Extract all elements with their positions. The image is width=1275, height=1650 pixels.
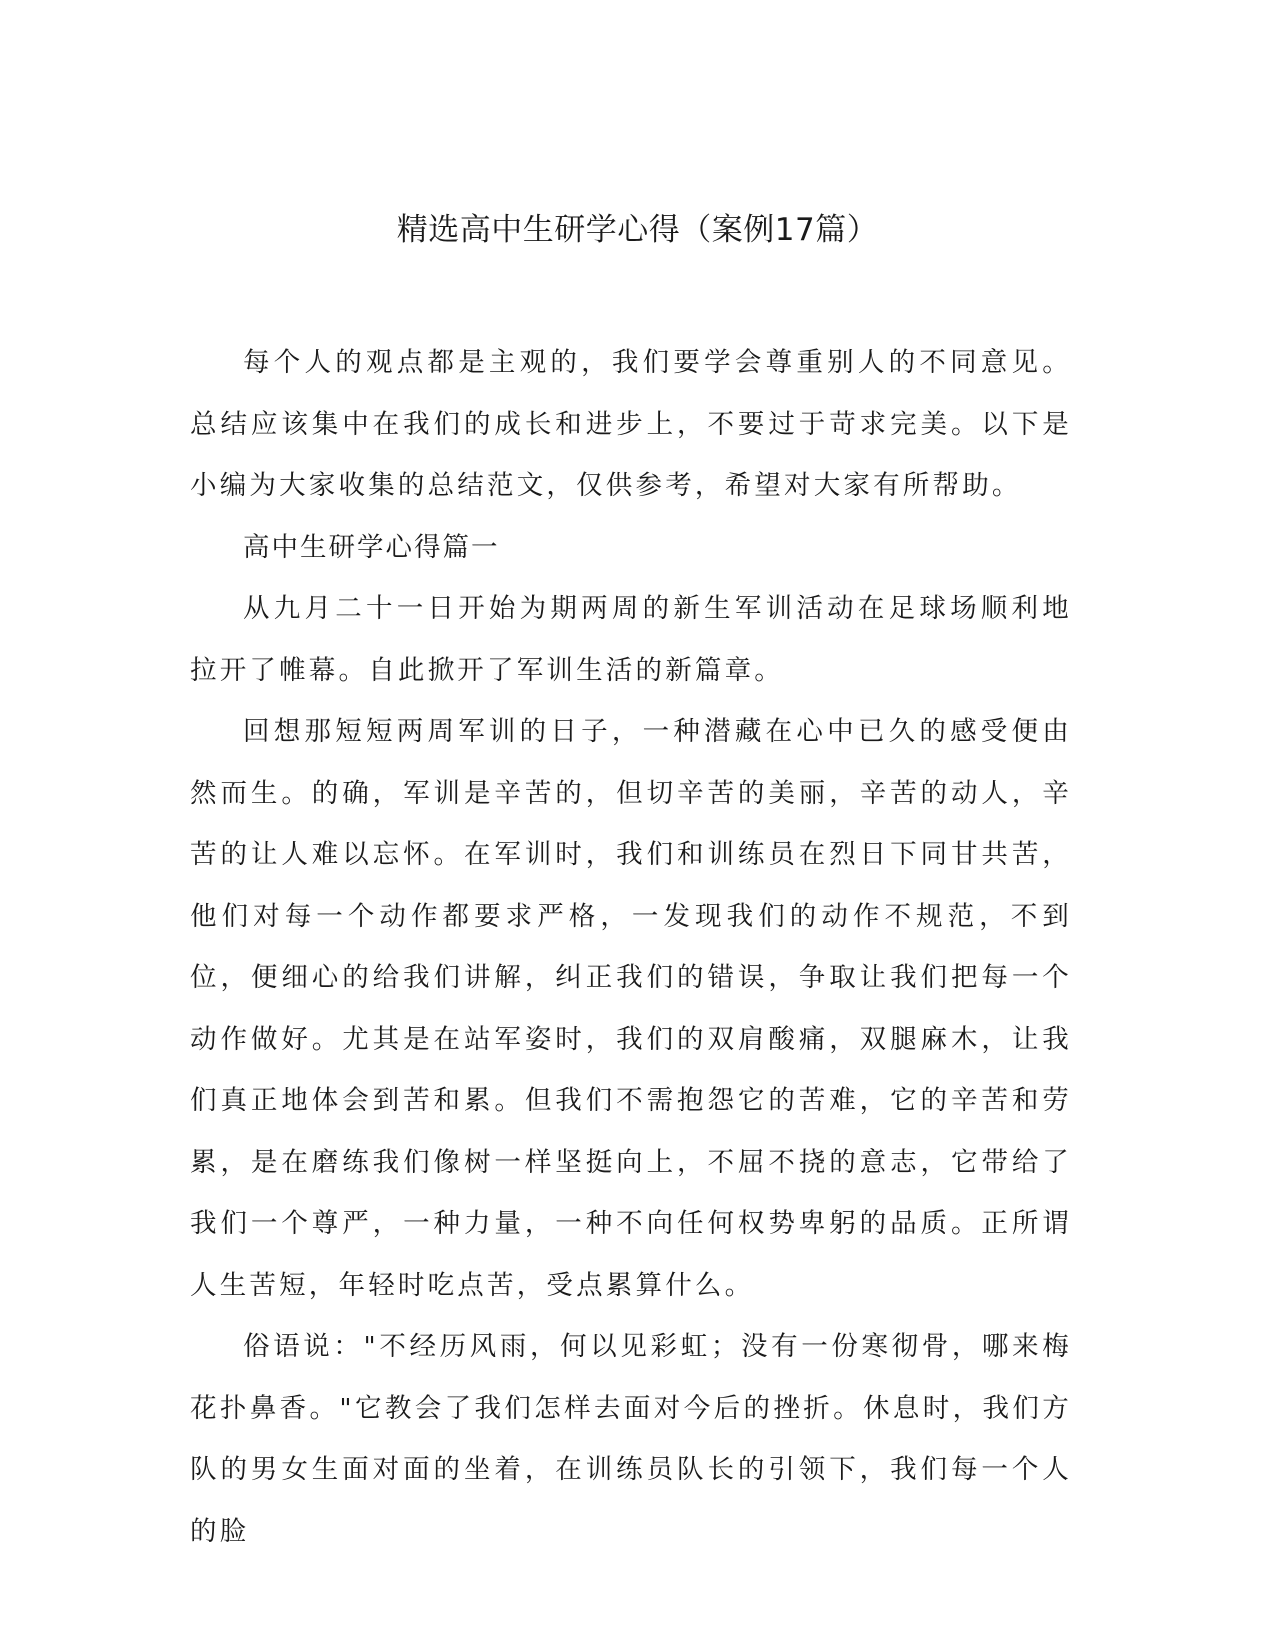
body-paragraph: 回想那短短两周军训的日子，一种潜藏在心中已久的感受便由然而生。的确，军训是辛苦的，但切辛苦的美丽，辛苦的动人，辛苦的让人难以忘怀。在军训时，我们和训练员在烈日下同甘共苦，他们对每一个动作都要求严格，一发现我们的动作不规范，不到位，便细心的给我们讲解，纠正我们的错误，争取让我们把每一个动作做好。尤其是在站军姿时，我们的双肩酸痛，双腿麻木，让我们真正地体会到苦和累。但我们不需抱怨它的苦难，它的辛苦和劳累，是在磨练我们像树一样坚挺向上，不屈不挠的意志，它带给了我们一个尊严，一种力量，一种不向任何权势卑躬的品质。正所谓人生苦短，年轻时吃点苦，受点累算什么。: [190, 716, 1072, 1301]
section-heading-1: 高中生研学心得篇一: [243, 531, 500, 563]
document-title: 精选高中生研学心得（案例17篇）: [396, 212, 879, 248]
body-paragraph: 俗语说："不经历风雨，何以见彩虹；没有一份寒彻骨，哪来梅花扑鼻香。"它教会了我们怎样去面对今后的挫折。休息时，我们方队的男女生面对面的坐着，在训练员队长的引领下，我们每一个人的脸: [190, 1331, 1072, 1547]
document-body: [190, 332, 1072, 1562]
intro-paragraph: 每个人的观点都是主观的，我们要学会尊重别人的不同意见。总结应该集中在我们的成长和进步上，不要过于苛求完美。以下是小编为大家收集的总结范文，仅供参考，希望对大家有所帮助。: [190, 347, 1072, 501]
body-paragraph: 从九月二十一日开始为期两周的新生军训活动在足球场顺利地拉开了帷幕。自此掀开了军训生活的新篇章。: [190, 593, 1072, 686]
